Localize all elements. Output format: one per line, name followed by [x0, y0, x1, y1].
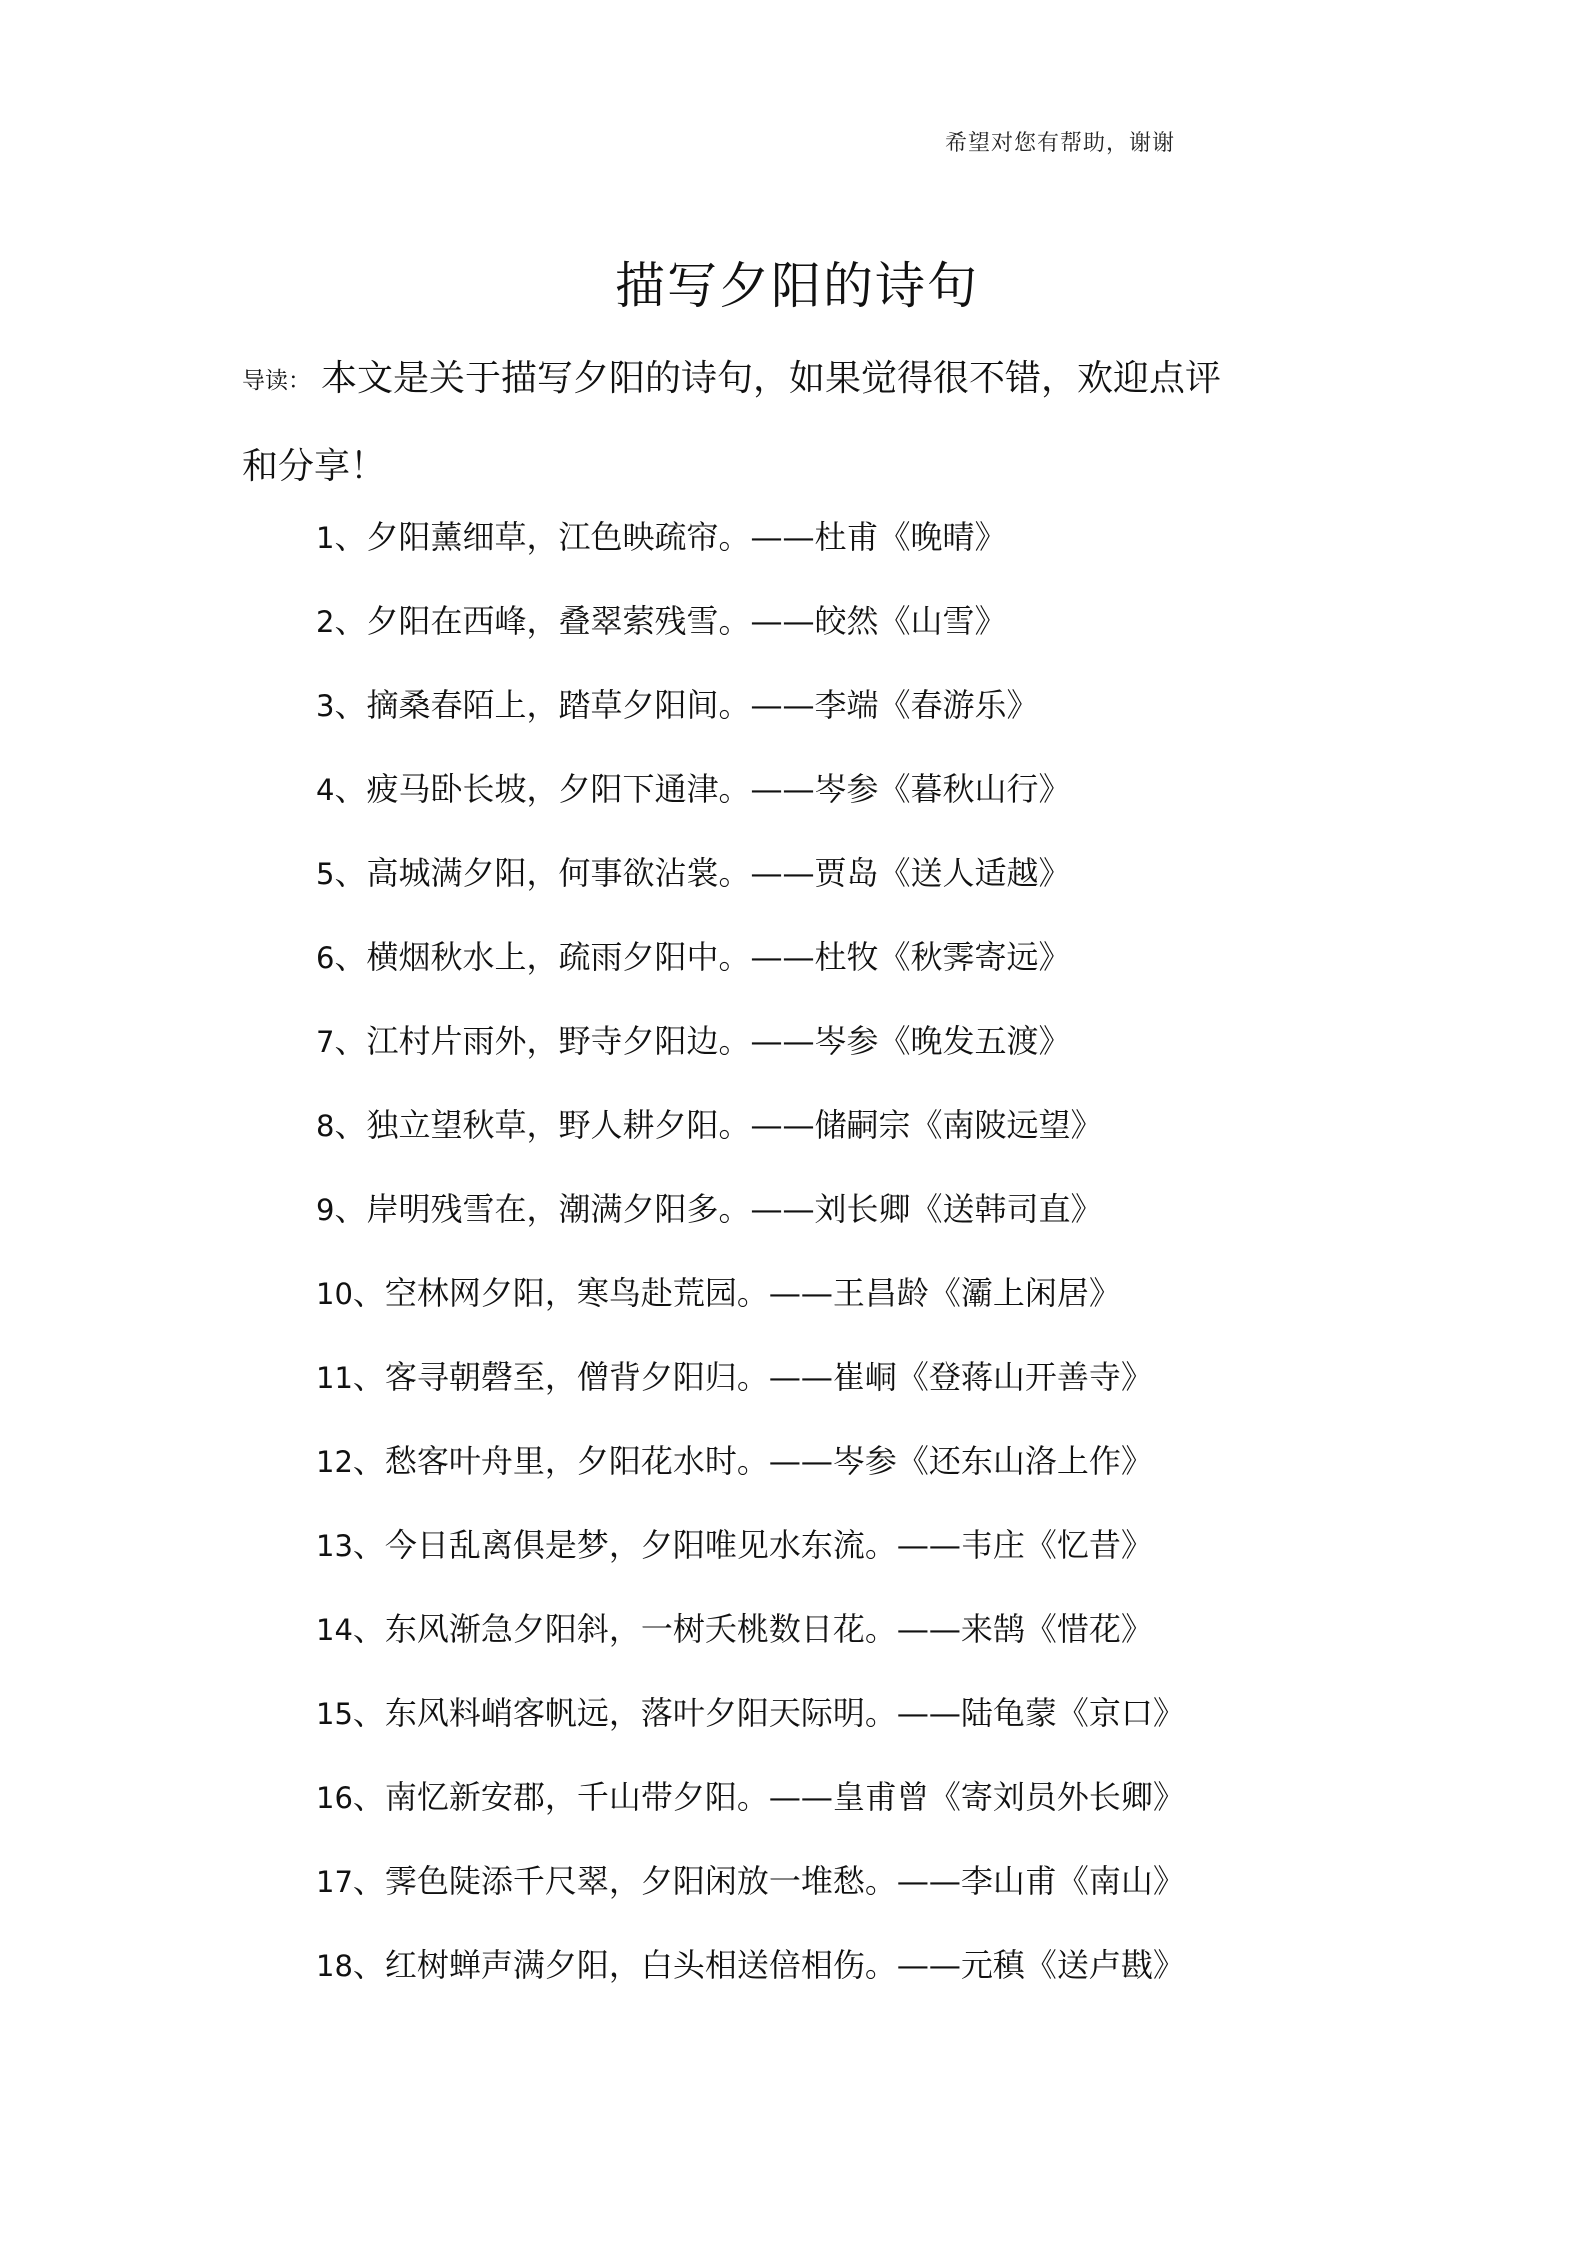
poem-number: 4 [316, 773, 335, 807]
poem-text: 、空林网夕阳，寒鸟赴荒园。——王昌龄《灞上闲居》 [352, 1274, 1121, 1312]
poem-line [316, 1597, 1316, 1681]
poem-text: 、霁色陡添千尺翠，夕阳闲放一堆愁。——李山甫《南山》 [352, 1862, 1185, 1900]
poem-line [316, 1513, 1316, 1597]
poem-line [316, 1933, 1316, 2017]
intro-label: 导读： [242, 367, 311, 394]
poem-number: 3 [316, 689, 335, 723]
poem-text: 、南忆新安郡，千山带夕阳。——皇甫曾《寄刘员外长卿》 [352, 1778, 1185, 1816]
poem-line [316, 1093, 1316, 1177]
poem-text: 、高城满夕阳，何事欲沾裳。——贾岛《送人适越》 [334, 854, 1071, 892]
poem-number: 11 [316, 1361, 353, 1395]
poem-line [316, 1765, 1316, 1849]
poem-text: 、愁客叶舟里，夕阳花水时。——岑参《还东山洛上作》 [352, 1442, 1153, 1480]
poem-line [316, 1261, 1316, 1345]
poem-number: 10 [316, 1277, 353, 1311]
poem-number: 14 [316, 1613, 353, 1647]
poem-text: 、夕阳在西峰，叠翠萦残雪。——皎然《山雪》 [334, 602, 1007, 640]
poem-text: 、独立望秋草，野人耕夕阳。——储嗣宗《南陂远望》 [334, 1106, 1103, 1144]
poem-text: 、东风渐急夕阳斜，一树夭桃数日花。——来鹄《惜花》 [352, 1610, 1153, 1648]
poem-line [316, 1849, 1316, 1933]
poem-text: 、红树蝉声满夕阳，白头相送倍相伤。——元稹《送卢戡》 [352, 1946, 1185, 1984]
poem-line [316, 589, 1316, 673]
poem-number: 8 [316, 1109, 335, 1143]
poem-line [316, 673, 1316, 757]
poem-line [316, 1681, 1316, 1765]
poem-text: 、客寻朝磬至，僧背夕阳归。——崔峒《登蒋山开善寺》 [352, 1358, 1153, 1396]
poem-number: 2 [316, 605, 335, 639]
poem-number: 9 [316, 1193, 335, 1227]
poem-number: 16 [316, 1781, 353, 1815]
poem-line [316, 1345, 1316, 1429]
poem-text: 、疲马卧长坡，夕阳下通津。——岑参《暮秋山行》 [334, 770, 1071, 808]
poem-line [316, 1177, 1316, 1261]
poem-line [316, 757, 1316, 841]
poem-number: 17 [316, 1865, 353, 1899]
poem-number: 7 [316, 1025, 335, 1059]
header-note: 希望对您有帮助，谢谢 [945, 131, 1176, 156]
poem-text: 、东风料峭客帆远，落叶夕阳天际明。——陆龟蒙《京口》 [352, 1694, 1185, 1732]
page-title: 描写夕阳的诗句 [615, 257, 979, 315]
poem-line [316, 1429, 1316, 1513]
poem-text: 、今日乱离俱是梦，夕阳唯见水东流。——韦庄《忆昔》 [352, 1526, 1153, 1564]
poem-text: 、岸明残雪在，潮满夕阳多。——刘长卿《送韩司直》 [334, 1190, 1103, 1228]
poem-line [316, 505, 1316, 589]
poem-text: 、横烟秋水上，疏雨夕阳中。——杜牧《秋霁寄远》 [334, 938, 1071, 976]
poem-text: 、摘桑春陌上，踏草夕阳间。——李端《春游乐》 [334, 686, 1039, 724]
poem-number: 1 [316, 521, 335, 555]
poem-text: 、江村片雨外，野寺夕阳边。——岑参《晚发五渡》 [334, 1022, 1071, 1060]
poem-line [316, 1009, 1316, 1093]
poem-number: 6 [316, 941, 335, 975]
poem-line [316, 841, 1316, 925]
poem-number: 18 [316, 1949, 353, 1983]
intro-paragraph [242, 336, 1252, 509]
poem-line [316, 925, 1316, 1009]
poem-number: 5 [316, 857, 335, 891]
poem-text: 、夕阳薰细草，江色映疏帘。——杜甫《晚晴》 [334, 518, 1007, 556]
poem-number: 12 [316, 1445, 353, 1479]
poem-number: 13 [316, 1529, 353, 1563]
poem-number: 15 [316, 1697, 353, 1731]
intro-text: 本文是关于描写夕阳的诗句，如果觉得很不错，欢迎点评和分享！ [242, 358, 1222, 487]
poem-list [316, 505, 1316, 2017]
